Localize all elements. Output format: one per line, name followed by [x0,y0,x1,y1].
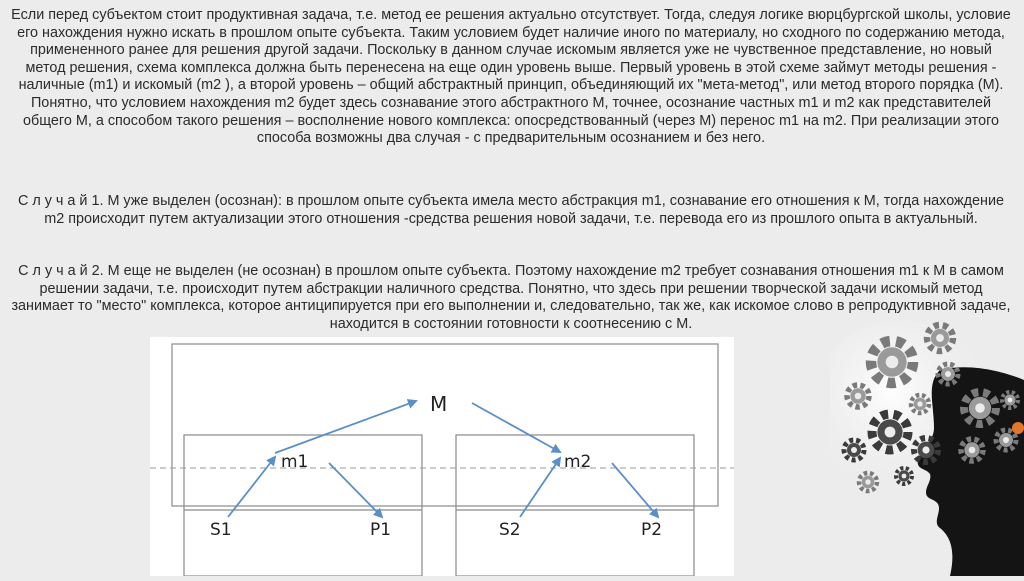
paragraph-case-2: С л у ч а й 2. М еще не выделен (не осознан) в прошлом опыте субъекта. Поэтому нахождение m2 требует сознавания отношения m1 к М в самом решении задачи, т.е. происходит путем абстракции наличного средства. Понятно, что здесь при решении творческой задачи искомый метод занимает то "место" комплекса, которое антиципируется при его выполнении и, следовательно, так же, как искомое слово в репродуктивной задаче, находится в состоянии готовности к соотнесению с М. [11,263,1011,332]
label-M: M [430,392,448,416]
arrow-S1-to-m1 [228,457,275,517]
paragraph-intro: Если перед субъектом стоит продуктивная задача, т.е. метод ее решения актуально отсутствует. Тогда, следуя логике вюрцбургской школы, условие его нахождения нужно искать в прошлом опыте субъекта. Таким условием будет наличие иного по материалу, но сходного по содержанию метода, примененного ранее для решения другой задачи. Поскольку в данном случае искомым является уже не чувственное представление, но новый метод решения, схема комплекса должна быть перенесена на еще один уровень выше. Первый уровень в этой схеме займут методы решения - наличные (m1) и искомый (m2 ), а второй уровень – общий абстрактный принцип, объединяющий их "мета-метод", или метод второго порядка (М). Понятно, что условием нахождения m2 будет здесь сознавание этого абстрактного М, точнее, осознание частных m1 и m2 как представителей общего М, а способом такого решения – восполнение нового комплекса: опосредствованный (через М) перенос m1 на m2. При реализации этого способа возможны два случая - с предварительным осознанием и без него. [11,7,1011,147]
paragraph-case-1: С л у ч а й 1. М уже выделен (осознан): в прошлом опыте субъекта имела место абстракция m1, сознавание его отношения к М, тогда нахождение m2 происходит путем актуализации этого отношения -средства решения новой задачи, т.е. перевода его из прошлого опыта в актуальный. [17,193,1005,227]
label-S1: S1 [210,520,232,540]
arrow-M-to-m2 [472,403,560,452]
scheme-svg [150,337,734,576]
label-S2: S2 [499,520,521,540]
head-with-gears-icon [830,300,1024,576]
arrow-m1-to-M [275,401,416,453]
label-m2: m2 [564,452,592,472]
arrow-S2-to-m2 [520,458,560,517]
label-P1: P1 [370,520,392,540]
arrow-m1-to-P1 [329,463,382,517]
arrow-m2-to-P2 [612,463,658,517]
label-m1: m1 [281,452,309,472]
label-P2: P2 [641,520,663,540]
method-scheme-diagram [150,337,734,576]
outer-box-level-2 [172,344,718,506]
